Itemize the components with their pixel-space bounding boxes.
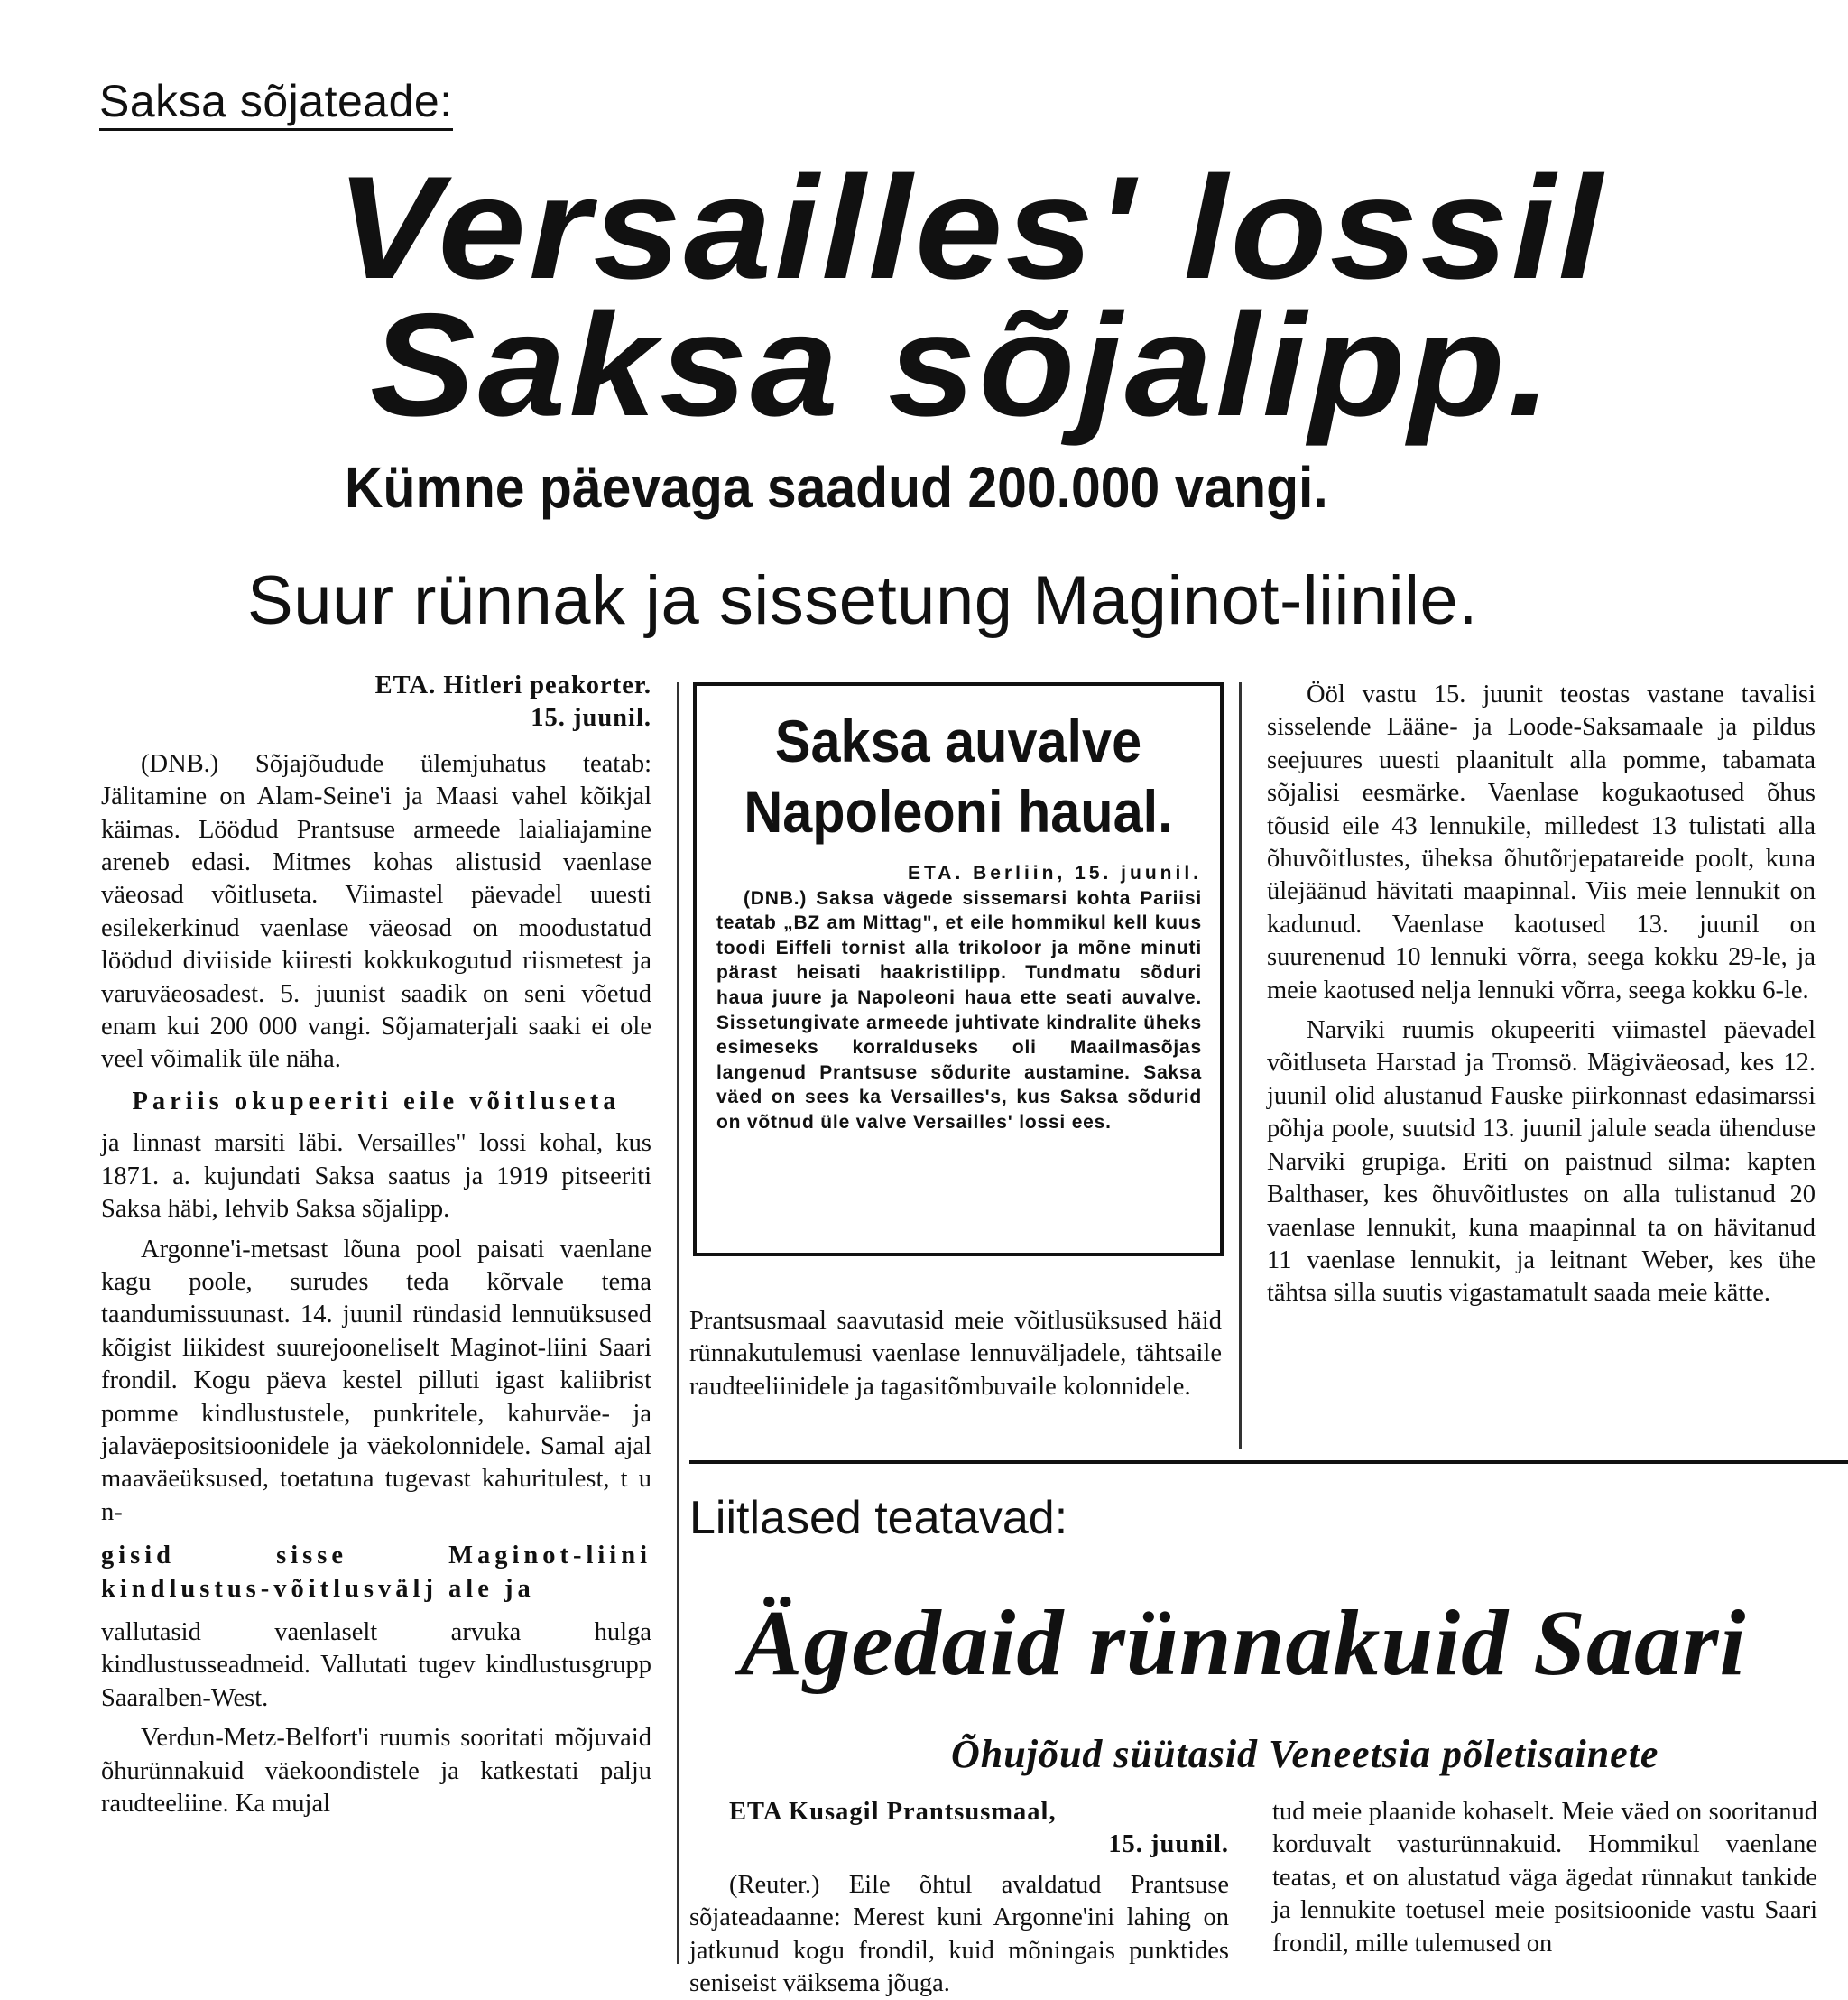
allied-dateline: ETA Kusagil Prantsusmaal, 15. juunil. (729, 1798, 1229, 1859)
left-dateline: ETA. Hitleri peakorter. 15. juunil. (374, 671, 651, 733)
box-body (716, 861, 1202, 1135)
left-paragraph-2: ja linnast marsiti läbi. Versailles" lossi kohal, kus 1871. a. kujundati Saksa saatus ja 1919 pitseeriti Saksa häbi, lehvib Saksa sõjalipp. (101, 1129, 651, 1224)
subheadline-maginot: Suur rünnak ja sissetung Maginot-liinile. (247, 562, 1478, 639)
box-paragraph: (DNB.) Saksa vägede sissemarsi kohta Pariisi teatab „BZ am Mittag", et eile hommikul kell kuus toodi Eiffeli tornist alla trikoloor ja mõne minuti pärast heisati haakristilipp. Tundmatu sõduri haua juure ja Napoleoni haua ette seati auvalve. Sissetungivate armeede juhtivate kindralite üheks esimeseks korralduseks oli Maailmasõjas langenud Prantsuse sõdurite austamine. Saksa väed on sees ka Versailles's, kus Saksa sõdurid on võtnud üle valve Versailles' lossi ees. (716, 887, 1202, 1133)
left-paragraph-5: vallutasid vaenlaselt arvuka hulga kindlustusseadmeid. Vallutati tugev kindlustusgrupp Saaralben-West. (101, 1617, 651, 1712)
left-paragraph-6: Verdun-Metz-Belfort'i ruumis sooritati mõjuvaid õhurünnakuid väekoondistele ja katkestati palju raudteeliine. Ka mujal (101, 1724, 651, 1818)
allied-left-column (689, 1796, 1229, 1998)
subheadline-prisoners: Kümne päevaga saadud 200.000 vangi. (345, 455, 1328, 520)
allied-left-paragraph: (Reuter.) Eile õhtul avaldatud Prantsuse sõjateadaanne: Merest kuni Argonne'ini lahing on jatkunud kogu frondil, kuid mõningais punktides seniseist väiksema jõuga. (689, 1870, 1229, 1998)
column-rule-right (1239, 682, 1242, 1449)
kicker-liitlased-teatavad: Liitlased teatavad: (689, 1492, 1068, 1544)
box-title-line-1: Saksa auvalve (774, 708, 1142, 774)
allied-right-column (1272, 1796, 1817, 1964)
allied-right-paragraph: tud meie plaanide kohaselt. Meie väed on sooritanud korduvalt vasturünnakuid. Hommikul vaenlane teatas, et on alustatud väga ägedat rünnakut tankide ja lennukite toetusel meie positsioonide vastu Saari frondil, mille tulemused on (1272, 1798, 1817, 1958)
right-paragraph-1: Ööl vastu 15. juunit teostas vastane tavalisi sisselende Lääne- ja Loode-Saksamaale ja pildus seejuures uuesti plaanitult alla pomme, tabamata sõjalisi eesmärke. Vaenlase kogukaotused õhus tõusid eile 43 lennukile, milledest 13 tulistati alla õhuvõitlustes, üheksa õhutõrjepatareide poolt, kuna ülejäänud hävitati maapinnal. Viis meie lennukit on kadunud. Vaenlase kaotused 13. juunil on suurenenud 10 lennuki võrra, seega kokku 29-le, ja meie kaotused nelja lennuki võrra, seega kokku 6-le. (1267, 681, 1816, 1005)
right-paragraph-2: Narviki ruumis okupeeriti viimastel päevadel võitluseta Harstad ja Tromsö. Mägiväeosad, kes 12. juunil olid alustanud Fauske piirkonnast edasimarssi põhja poole, suutsid 13. juunil jalule seada ühenduse Narviki grupiga. Eriti on paistnud silma: kapten Balthaser, kes õhuvõitlustes on alla tulistanud 20 vaenlase lennukit, kuna maapinnal ta on hävitanud 11 vaenlase lennukit, ja leitnant Weber, kes ühe tähtsa silla suutis vigastamatult saada meie kätte. (1267, 1016, 1816, 1308)
left-paragraph-1: (DNB.) Sõjajõudude ülemjuhatus teatab: Jälitamine on Alam-Seine'i ja Maasi vahel kõikjal käimas. Löödud Prantsuse armeede laialiajamine areneb edasi. Mitmes kohas alistusid vaenlase väeosad võitluseta. Viimastel päevadel uuesti esilekerkinud vaenlase väeosad on moodustatud löödud diviiside kiiresti kokkukogutud riismetest ja varuväeosadest. 5. juunist saadik on seni võetud enam kui 200 000 vangi. Sõjamaterjali saaki ei ole veel võimalik üle näha. (101, 749, 651, 1074)
kicker-saksa-sojateade: Saksa sõjateade: (99, 74, 453, 128)
box-dateline: ETA. Berliin, 15. juunil. (908, 863, 1202, 884)
headline-line-1: Versailles' lossil (336, 146, 1605, 310)
column-rule-left (677, 682, 679, 1964)
middle-paragraph-1: Prantsusmaal saavutasid meie võitlusüksused häid rünnakutulemusi vaenlase lennuväljadele, tähtsaile raudteeliinidele ja tagasitõmbuvaile kolonnidele. (689, 1307, 1222, 1401)
box-title-line-2: Napoleoni haual. (744, 778, 1173, 845)
middle-article-column (689, 1305, 1222, 1449)
left-article-column (101, 670, 651, 1964)
allied-deck: Õhujõud süütasid Veneetsia põletisainete (951, 1732, 1659, 1776)
section-divider (689, 1460, 1848, 1464)
left-paragraph-3: Argonne'i-metsast lõuna pool paisati vaenlane kagu poole, surudes teda kõrvale tema taandumissuunast. 14. juunil ründasid lennuüksused kõigist liikidest suurejooneliselt Maginot-liini Saari frondil. Kogu päeva kestel pilluti igast kaliibrist pomme kindlustustele, punkritele, kahurväe- ja jalaväepositsioonidele ja väekolonnidele. Samal ajal maaväeüksused, toetatuna tugevast kahuritulest, t u n- (101, 1235, 651, 1526)
left-paragraph-4-spaced: gisid sisse Maginot-liini kindlustus-võitlusvälj ale ja (101, 1542, 651, 1603)
left-subtitle-pariis: Pariis okupeeriti eile võitluseta (132, 1087, 621, 1116)
right-article-column (1267, 679, 1816, 1442)
headline-line-2: Saksa sõjalipp. (370, 283, 1555, 447)
boxed-news-item (693, 682, 1224, 1256)
allied-headline: Ägedaid rünnakuid Saari (740, 1591, 1747, 1695)
